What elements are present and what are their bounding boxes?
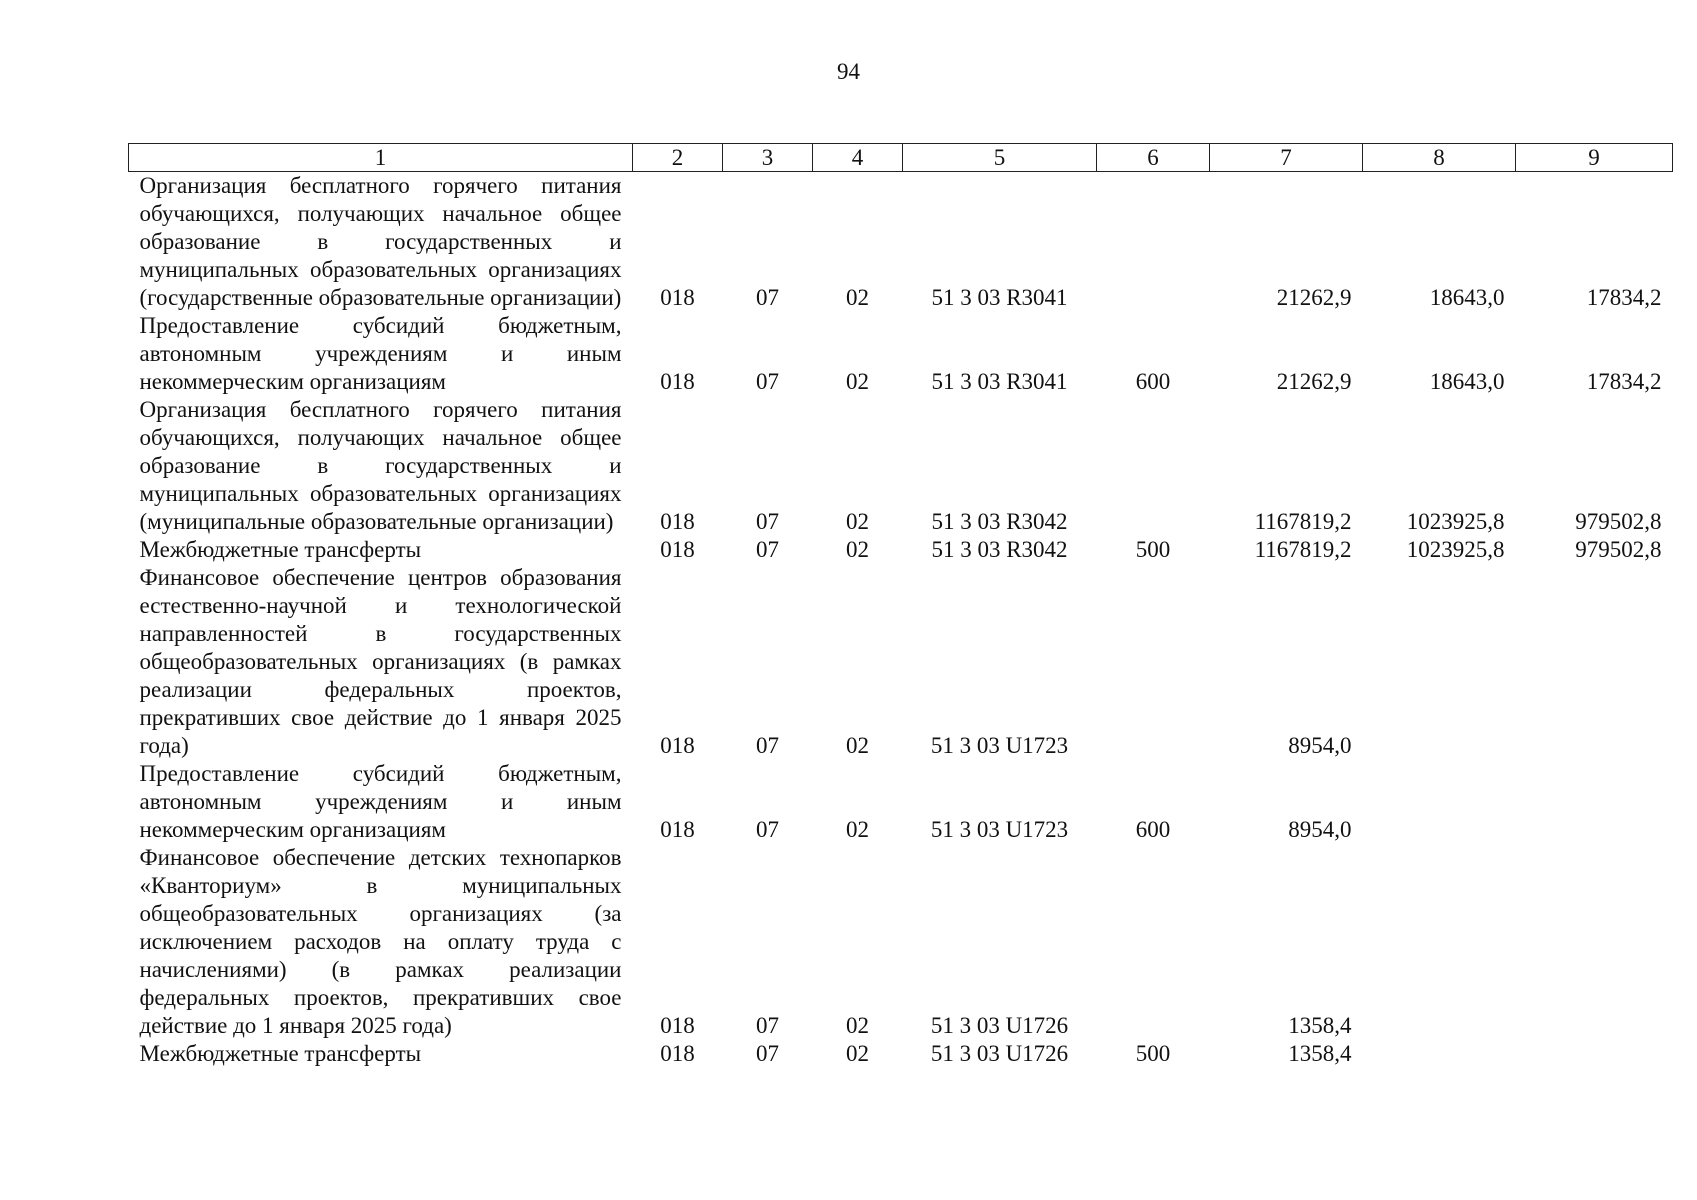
row-sum-8 [1363, 1040, 1516, 1068]
row-sum-9 [1516, 1040, 1673, 1068]
row-sum-7: 8954,0 [1288, 733, 1352, 758]
header-col-2: 2 [633, 144, 723, 172]
row-sum-7: 8954,0 [1288, 817, 1352, 842]
table-row [129, 1040, 1673, 1068]
row-sum-9: 979502,8 [1575, 509, 1662, 534]
table-row [129, 172, 1673, 313]
header-col-1: 1 [129, 144, 633, 172]
page-number: 94 [837, 59, 860, 84]
row-pr: 02 [846, 285, 869, 310]
row-ved: 018 [660, 537, 695, 562]
row-pr: 02 [846, 733, 869, 758]
header-col-4: 4 [813, 144, 903, 172]
row-sum-8 [1363, 844, 1516, 1040]
row-sum-8 [1363, 760, 1516, 844]
row-sum-7: 1167819,2 [1254, 537, 1352, 562]
row-csr: 51 3 03 U1723 [930, 817, 1069, 842]
row-rz: 07 [756, 1013, 779, 1038]
row-vr: 600 [1135, 369, 1171, 394]
header-col-3: 3 [723, 144, 813, 172]
row-rz: 07 [756, 509, 779, 534]
row-ved: 018 [660, 817, 695, 842]
row-vr: 500 [1135, 537, 1171, 562]
row-pr: 02 [846, 369, 869, 394]
table-row [129, 396, 1673, 536]
row-csr: 51 3 03 R3042 [931, 509, 1068, 534]
header-col-5: 5 [903, 144, 1097, 172]
row-sum-9 [1516, 760, 1673, 844]
row-rz: 07 [756, 537, 779, 562]
table-row [129, 844, 1673, 1040]
row-csr: 51 3 03 R3041 [931, 369, 1068, 394]
budget-table [128, 143, 1673, 1068]
row-sum-8: 18643,0 [1429, 285, 1505, 310]
header-col-8: 8 [1363, 144, 1516, 172]
header-col-6: 6 [1097, 144, 1210, 172]
row-vr [1097, 564, 1210, 760]
row-sum-8: 18643,0 [1429, 369, 1505, 394]
row-description: Финансовое обеспечение центров образования естественно-научной и технологической направленностей в государственных общеобразовательных организациях (в рамках реализации федеральных проектов, прекративших свое действие до 1 января 2025 года) [139, 565, 622, 758]
row-ved: 018 [660, 369, 695, 394]
row-pr: 02 [846, 1013, 869, 1038]
row-sum-9: 17834,2 [1586, 285, 1662, 310]
row-sum-8 [1363, 564, 1516, 760]
row-rz: 07 [756, 369, 779, 394]
table-row [129, 760, 1673, 844]
row-sum-7: 1358,4 [1288, 1041, 1352, 1066]
row-sum-7: 1358,4 [1288, 1013, 1352, 1038]
row-ved: 018 [660, 285, 695, 310]
row-description: Предоставление субсидий бюджетным, автономным учреждениям и иным некоммерческим организациям [139, 313, 622, 394]
row-csr: 51 3 03 U1726 [930, 1013, 1069, 1038]
row-description: Предоставление субсидий бюджетным, автономным учреждениям и иным некоммерческим организациям [139, 761, 622, 842]
row-vr: 500 [1135, 1041, 1171, 1066]
row-sum-9 [1516, 564, 1673, 760]
row-vr [1097, 844, 1210, 1040]
row-description: Организация бесплатного горячего питания обучающихся, получающих начальное общее образование в государственных и муниципальных образовательных организациях (государственные образовательные организации) [139, 173, 622, 310]
header-col-9: 9 [1516, 144, 1673, 172]
row-ved: 018 [660, 1041, 695, 1066]
row-description: Межбюджетные трансферты [139, 1041, 422, 1066]
table-row [129, 564, 1673, 760]
row-description: Организация бесплатного горячего питания обучающихся, получающих начальное общее образование в государственных и муниципальных образовательных организациях (муниципальные образовательные организации) [139, 397, 622, 534]
row-ved: 018 [660, 1013, 695, 1038]
row-sum-9: 979502,8 [1575, 537, 1662, 562]
row-sum-7: 21262,9 [1276, 285, 1352, 310]
table-row [129, 312, 1673, 396]
row-vr: 600 [1135, 817, 1171, 842]
row-csr: 51 3 03 R3042 [931, 537, 1068, 562]
row-pr: 02 [846, 817, 869, 842]
row-rz: 07 [756, 817, 779, 842]
row-ved: 018 [660, 733, 695, 758]
table-row [129, 536, 1673, 564]
row-description: Межбюджетные трансферты [139, 537, 422, 562]
row-sum-9: 17834,2 [1586, 369, 1662, 394]
header-col-7: 7 [1210, 144, 1363, 172]
row-rz: 07 [756, 733, 779, 758]
row-sum-9 [1516, 844, 1673, 1040]
row-vr [1097, 396, 1210, 536]
row-csr: 51 3 03 U1723 [930, 733, 1069, 758]
row-sum-8: 1023925,8 [1406, 537, 1505, 562]
row-rz: 07 [756, 1041, 779, 1066]
row-ved: 018 [660, 509, 695, 534]
row-csr: 51 3 03 R3041 [931, 285, 1068, 310]
row-description: Финансовое обеспечение детских технопарков «Кванториум» в муниципальных общеобразовательных организациях (за исключением расходов на оплату труда с начислениями) (в рамках реализации федеральных проектов, прекративших свое действие до 1 января 2025 года) [139, 845, 622, 1038]
row-sum-8: 1023925,8 [1406, 509, 1505, 534]
row-pr: 02 [846, 537, 869, 562]
row-vr [1097, 172, 1210, 313]
row-sum-7: 21262,9 [1276, 369, 1352, 394]
row-pr: 02 [846, 509, 869, 534]
row-sum-7: 1167819,2 [1254, 509, 1352, 534]
row-pr: 02 [846, 1041, 869, 1066]
table-header-row [129, 144, 1673, 172]
row-csr: 51 3 03 U1726 [930, 1041, 1069, 1066]
row-rz: 07 [756, 285, 779, 310]
